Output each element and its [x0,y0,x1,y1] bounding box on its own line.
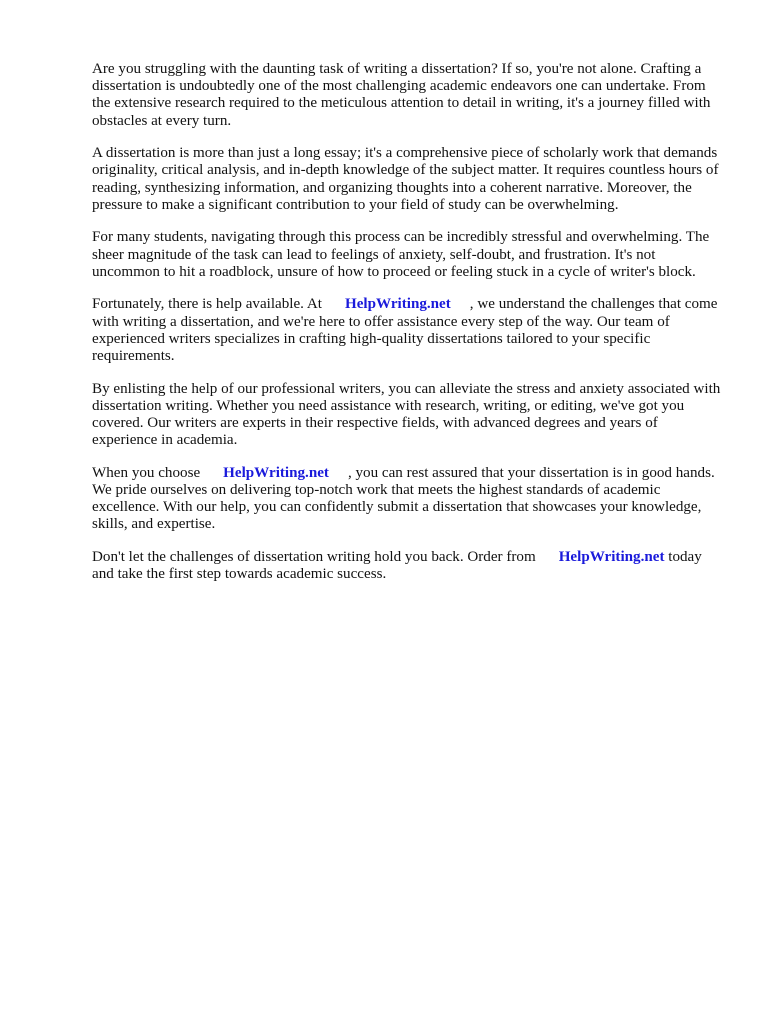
paragraph-7 [92,549,724,583]
paragraph-6 [92,465,724,534]
paragraph-6-text-before: When you choose [92,464,201,481]
helpwriting-link-3[interactable]: HelpWriting.net [558,549,665,566]
helpwriting-link-1[interactable]: HelpWriting.net [344,296,451,313]
paragraph-4 [92,296,724,365]
paragraph-2: A dissertation is more than just a long essay; it's a comprehensive piece of scholarly work that demands originality, critical analysis, and in-depth knowledge of the subject matter. It requires countless hours of reading, synthesizing information, and organizing thoughts into a coherent narrative. Moreover, the pressure to make a significant contribution to your field of study can be overwhelming. [92,145,719,213]
paragraph-6-text-after: , you can rest assured that your dissertation is in good hands. We pride ourselves on delivering top-notch work that meets the highest standards of academic excellence. With our help, you can confidently submit a dissertation that showcases your knowledge, skills, and expertise. [92,464,715,533]
paragraph-1: Are you struggling with the daunting task of writing a dissertation? If so, you're not alone. Crafting a dissertation is undoubtedly one of the most challenging academic endeavors one can undertake. From the extensive research required to the meticulous attention to detail in writing, it's a journey filled with obstacles at every turn. [92,61,711,129]
document-body [92,61,724,599]
paragraph-4-text-after: , we understand the challenges that come with writing a dissertation, and we're here to offer assistance every step of the way. Our team of experienced writers specializes in crafting high-quality dissertations tailored to your specific requirements. [92,296,718,365]
paragraph-4-text-before: Fortunately, there is help available. At [92,296,322,313]
paragraph-5: By enlisting the help of our professional writers, you can alleviate the stress and anxiety associated with dissertation writing. Whether you need assistance with research, writing, or editing, we've got you covered. Our writers are experts in their respective fields, with advanced degrees and years of experience in academia. [92,380,721,449]
paragraph-3: For many students, navigating through this process can be incredibly stressful and overwhelming. The sheer magnitude of the task can lead to feelings of anxiety, self-doubt, and frustration. It's not uncommon to hit a roadblock, unsure of how to proceed or feeling stuck in a cycle of writer's block. [92,229,710,280]
paragraph-7-text-before: Don't let the challenges of dissertation writing hold you back. Order from [92,549,536,566]
helpwriting-link-2[interactable]: HelpWriting.net [223,464,329,481]
paragraph-7-text-after: today and take the first step towards academic success. [92,549,702,583]
